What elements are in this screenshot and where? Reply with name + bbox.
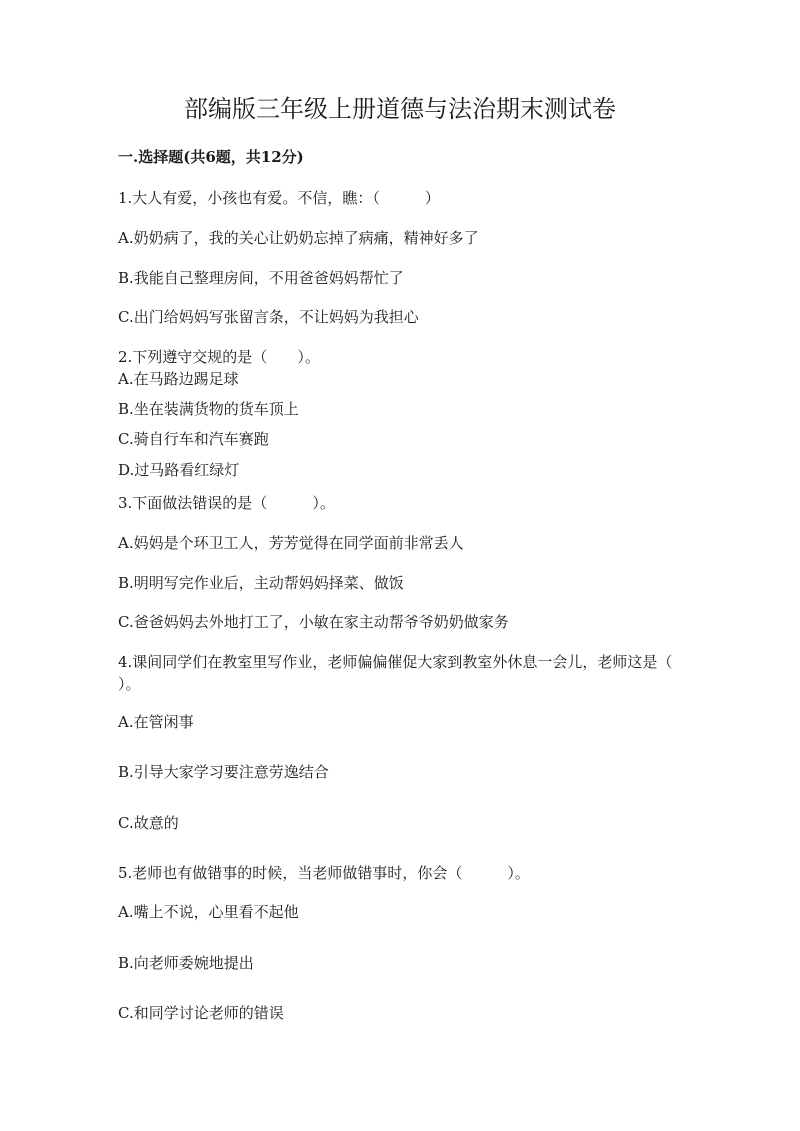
question-5-option-c: C.和同学讨论老师的错误 [118, 1004, 284, 1022]
question-4-option-b: B.引导大家学习要注意劳逸结合 [118, 763, 329, 781]
question-2-option-c: C.骑自行车和汽车赛跑 [118, 430, 269, 448]
question-3-option-a: A.妈妈是个环卫工人，芳芳觉得在同学面前非常丢人 [118, 534, 464, 552]
question-2-option-d: D.过马路看红绿灯 [118, 461, 240, 479]
question-2-option-a: A.在马路边踢足球 [118, 370, 239, 388]
question-1-option-b: B.我能自己整理房间，不用爸爸妈妈帮忙了 [118, 269, 404, 287]
question-1-stem: 1.大人有爱，小孩也有爱。不信，瞧：（ ） [118, 189, 440, 207]
question-4-stem: 4.课间同学们在教室里写作业，老师偏偏催促大家到教室外休息一会儿，老师这是（ ）。 [118, 653, 718, 693]
question-3-option-b: B.明明写完作业后，主动帮妈妈择菜、做饭 [118, 574, 404, 592]
question-5-option-b: B.向老师委婉地提出 [118, 954, 254, 972]
question-5-stem: 5.老师也有做错事的时候，当老师做错事时，你会（ ）。 [118, 864, 530, 882]
section-heading: 一.选择题(共6题，共12分) [118, 148, 304, 166]
question-1-option-c: C.出门给妈妈写张留言条，不让妈妈为我担心 [118, 308, 419, 326]
question-3-option-c: C.爸爸妈妈去外地打工了，小敏在家主动帮爷爷奶奶做家务 [118, 613, 509, 631]
question-4-option-c: C.故意的 [118, 814, 179, 832]
question-4-option-a: A.在管闲事 [118, 713, 194, 731]
question-3-stem: 3.下面做法错误的是（ ）。 [118, 494, 335, 512]
question-1-option-a: A.奶奶病了，我的关心让奶奶忘掉了病痛，精神好多了 [118, 229, 479, 247]
question-2-option-b: B.坐在装满货物的货车顶上 [118, 400, 299, 418]
question-2-stem: 2.下列遵守交规的是（ ）。 [118, 348, 320, 366]
page-title: 部编版三年级上册道德与法治期末测试卷 [184, 95, 616, 123]
question-5-option-a: A.嘴上不说，心里看不起他 [118, 903, 299, 921]
